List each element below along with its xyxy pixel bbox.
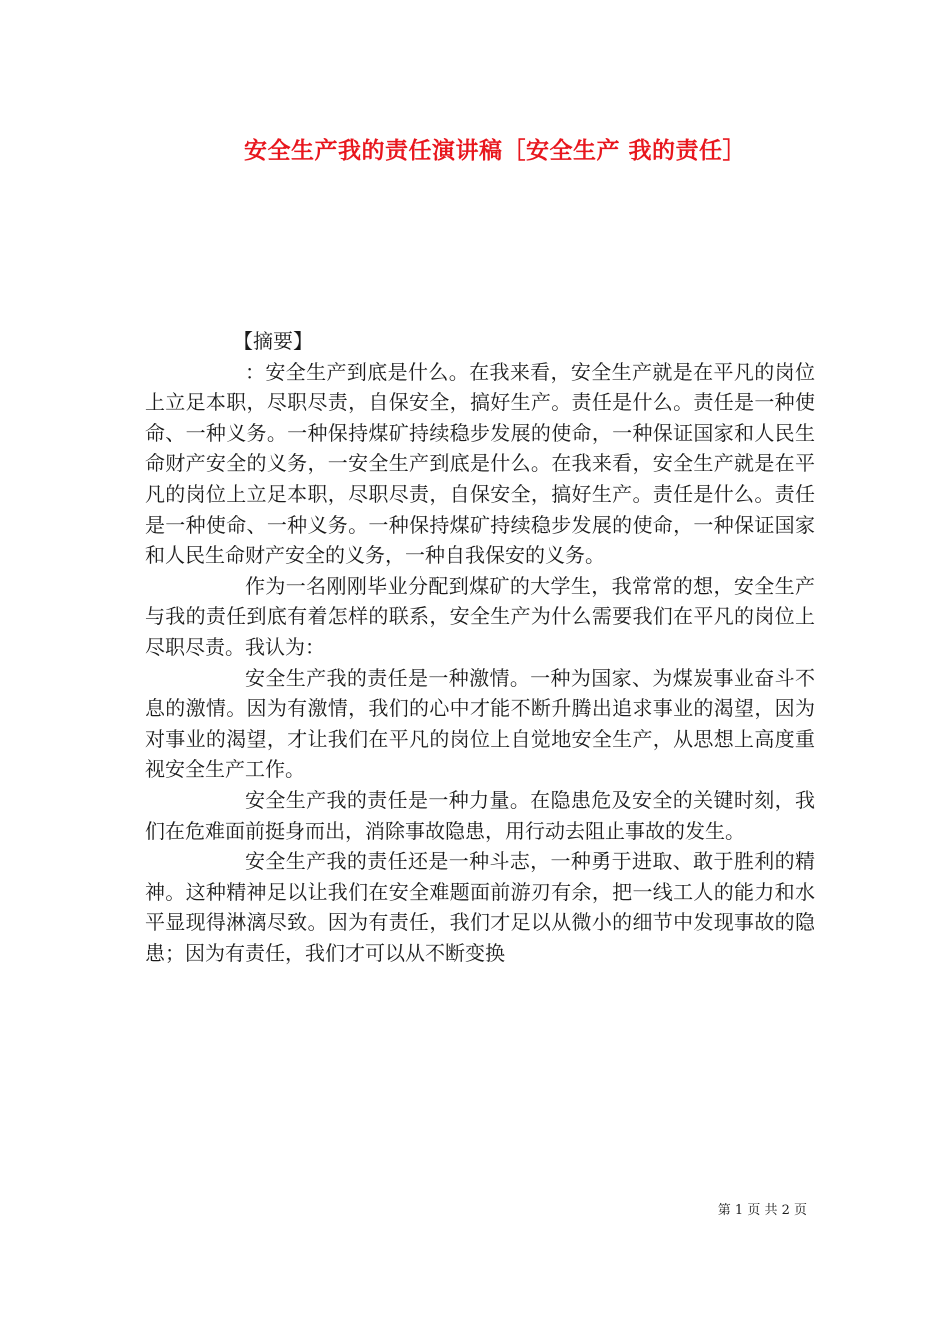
paragraph-1: ：安全生产到底是什么。在我来看，安全生产就是在平凡的岗位上立足本职，尽职尽责，自保安全，搞好生产。责任是什么。责任是一种使命、一种义务。一种保持煤矿持续稳步发展的使命，一种保证国家和人民生命财产安全的义务，一安全生产到底是什么。在我来看，安全生产就是在平凡的岗位上立足本职，尽职尽责，自保安全，搞好生产。责任是什么。责任是一种使命、一种义务。一种保持煤矿持续稳步发展的使命，一种保证国家和人民生命财产安全的义务，一种自我保安的义务。: [145, 359, 815, 568]
paragraph-5: 安全生产我的责任还是一种斗志，一种勇于进取、敢于胜利的精神。这种精神足以让我们在安全难题面前游刃有余，把一线工人的能力和水平显现得淋漓尽致。因为有责任，我们才足以从微小的细节中发现事故的隐患；因为有责任，我们才可以从不断变换: [145, 849, 815, 965]
paragraph-3: 安全生产我的责任是一种激情。一种为国家、为煤炭事业奋斗不息的激情。因为有激情，我们的心中才能不断升腾出追求事业的渴望，因为对事业的渴望，才让我们在平凡的岗位上自觉地安全生产，从思想上高度重视安全生产工作。: [145, 665, 815, 782]
document-body: [145, 326, 815, 968]
page-footer: 第 1 页 共 2 页: [717, 1203, 807, 1218]
document-title: 安全生产我的责任演讲稿［安全生产 我的责任］: [243, 137, 746, 164]
abstract-label: 【摘要】: [233, 329, 313, 353]
paragraph-4: 安全生产我的责任是一种力量。在隐患危及安全的关键时刻，我们在危难面前挺身而出，消除事故隐患，用行动去阻止事故的发生。: [145, 787, 815, 843]
paragraph-2: 作为一名刚刚毕业分配到煤矿的大学生，我常常的想，安全生产与我的责任到底有着怎样的联系，安全生产为什么需要我们在平凡的岗位上尽职尽责。我认为：: [145, 573, 815, 659]
